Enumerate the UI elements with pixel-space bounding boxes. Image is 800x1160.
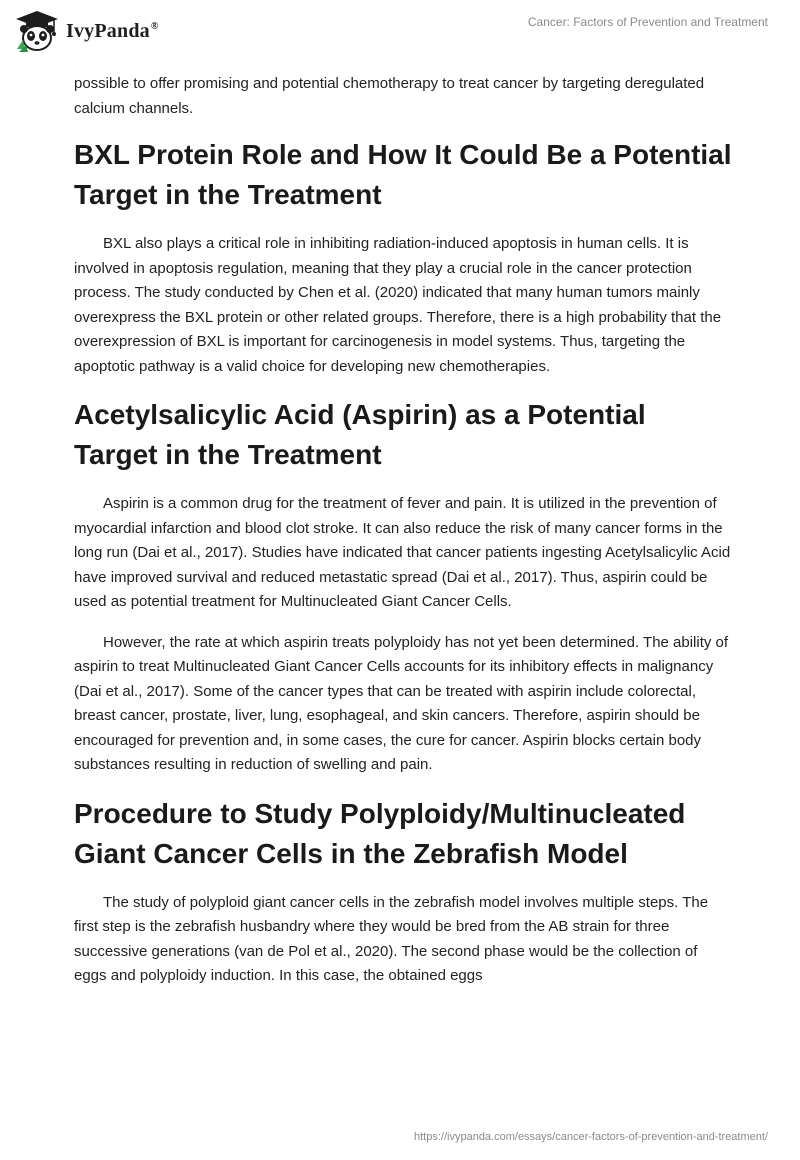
paragraph-zebrafish: The study of polyploid giant cancer cells in the zebrafish model involves multiple steps. The first step is the zebrafish husbandry where they would be bred from the AB strain for three successive generations (van de Pol et al., 2020). The second phase would be the collection of eggs and polyploidy induction. In this case, the obtained eggs (74, 893, 709, 984)
brand-name-text: IvyPanda (66, 19, 150, 42)
intro-paragraph: possible to offer promising and potential chemotherapy to treat cancer by targeting deregulated calcium channels. (74, 75, 705, 117)
paragraph-aspirin-1: Aspirin is a common drug for the treatment of fever and pain. It is utilized in the prevention of myocardial infarction and blood clot stroke. It can also reduce the risk of many cancer forms in the long run (Dai et al., 2017). Studies have indicated that cancer patients ingesting Acetylsalicylic Acid have improved survival and reduced metastatic spread (Dai et al., 2017). Thus, aspirin could be used as potential treatment for Multinucleated Giant Cancer Cells. (74, 495, 731, 610)
panda-graduate-icon (14, 9, 60, 53)
document-title: Cancer: Factors of Prevention and Treatment (527, 15, 768, 29)
paragraph-bxl: BXL also plays a critical role in inhibiting radiation-induced apoptosis in human cells. It is involved in apoptosis regulation, meaning that they play a crucial role in the cancer protection process. The study conducted by Chen et al. (2020) indicated that many human tumors mainly overexpress the BXL protein or other related groups. Therefore, there is a high probability that the overexpression of BXL is important for carcinogenesis in model systems. Thus, targeting the apoptotic pathway is a valid choice for developing new chemotherapies. (74, 235, 722, 375)
section-heading-bxl: BXL Protein Role and How It Could Be a Potential Target in the Treatment (74, 139, 732, 210)
brand-logo[interactable] (14, 9, 159, 53)
section-heading-zebrafish: Procedure to Study Polyploidy/Multinucleated Giant Cancer Cells in the Zebrafish Model (74, 797, 686, 869)
source-url-link[interactable]: https://ivypanda.com/essays/cancer-factors-of-prevention-and-treatment/ (414, 1131, 768, 1143)
brand-name (66, 20, 159, 43)
section-heading-aspirin: Acetylsalicylic Acid (Aspirin) as a Potential Target in the Treatment (74, 399, 646, 470)
registered-mark: ® (150, 20, 159, 32)
paragraph-aspirin-2: However, the rate at which aspirin treats polyploidy has not yet been determined. The ability of aspirin to treat Multinucleated Giant Cancer Cells accounts for its inhibitory effects in malignancy (Dai et al., 2017). Some of the cancer types that can be treated with aspirin include colorectal, breast cancer, prostate, liver, lung, esophageal, and skin cancers. Therefore, aspirin should be encouraged for prevention and, in some cases, the cure for cancer. Aspirin blocks certain body substances resulting in reduction of swelling and pain. (74, 633, 729, 773)
article-body (74, 72, 734, 1005)
page-header (0, 0, 800, 64)
